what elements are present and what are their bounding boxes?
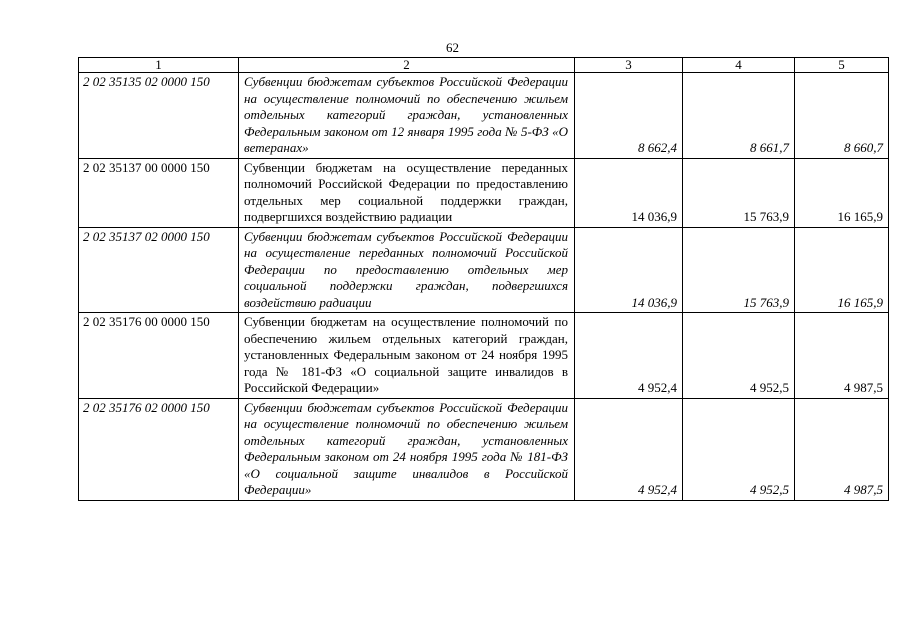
column-header: 1 [79, 58, 239, 73]
table-row [79, 158, 889, 227]
value-col5-cell: 4 987,5 [795, 313, 889, 399]
description-cell: Субвенции бюджетам на осуществление переданных полномочий Российской Федерации по предоставлению отдельных мер социальной поддержки граждан, подвергшихся воздействию радиации [239, 158, 575, 227]
value-col3-cell: 4 952,4 [575, 398, 683, 500]
description-cell: Субвенции бюджетам на осуществление полномочий по обеспечению жильем отдельных категорий граждан, установленных Федеральным законом от 24 ноября 1995 года № 181-ФЗ «О социальной защите инвалидов в Российской Федерации» [239, 313, 575, 399]
budget-table [78, 57, 889, 501]
table-row [79, 227, 889, 313]
value-col5-cell: 16 165,9 [795, 227, 889, 313]
description-cell: Субвенции бюджетам субъектов Российской Федерации на осуществление полномочий по обеспечению жильем отдельных категорий граждан, установленных Федеральным законом от 24 ноября 1995 года № 181-ФЗ «О социальной защите инвалидов в Российской Федерации» [239, 398, 575, 500]
value-col4-cell: 4 952,5 [683, 398, 795, 500]
value-col3-cell: 14 036,9 [575, 227, 683, 313]
budget-code-cell: 2 02 35135 02 0000 150 [79, 73, 239, 159]
value-col5-cell: 4 987,5 [795, 398, 889, 500]
value-col3-cell: 14 036,9 [575, 158, 683, 227]
table-row [79, 73, 889, 159]
budget-code-cell: 2 02 35137 02 0000 150 [79, 227, 239, 313]
value-col4-cell: 15 763,9 [683, 227, 795, 313]
value-col5-cell: 8 660,7 [795, 73, 889, 159]
description-cell: Субвенции бюджетам субъектов Российской Федерации на осуществление переданных полномочий Российской Федерации по предоставлению отдельных мер социальной поддержки граждан, подвергшихся воздействию радиации [239, 227, 575, 313]
value-col3-cell: 8 662,4 [575, 73, 683, 159]
column-header: 5 [795, 58, 889, 73]
table-header-row [79, 58, 889, 73]
budget-code-cell: 2 02 35137 00 0000 150 [79, 158, 239, 227]
value-col4-cell: 8 661,7 [683, 73, 795, 159]
value-col4-cell: 4 952,5 [683, 313, 795, 399]
page-number: 62 [446, 40, 459, 55]
value-col4-cell: 15 763,9 [683, 158, 795, 227]
table-row [79, 398, 889, 500]
column-header: 4 [683, 58, 795, 73]
budget-code-cell: 2 02 35176 02 0000 150 [79, 398, 239, 500]
value-col3-cell: 4 952,4 [575, 313, 683, 399]
value-col5-cell: 16 165,9 [795, 158, 889, 227]
column-header: 2 [239, 58, 575, 73]
description-cell: Субвенции бюджетам субъектов Российской Федерации на осуществление полномочий по обеспечению жильем отдельных категорий граждан, установленных Федеральным законом от 12 января 1995 года № 5-ФЗ «О ветеранах» [239, 73, 575, 159]
table-row [79, 313, 889, 399]
column-header: 3 [575, 58, 683, 73]
budget-code-cell: 2 02 35176 00 0000 150 [79, 313, 239, 399]
